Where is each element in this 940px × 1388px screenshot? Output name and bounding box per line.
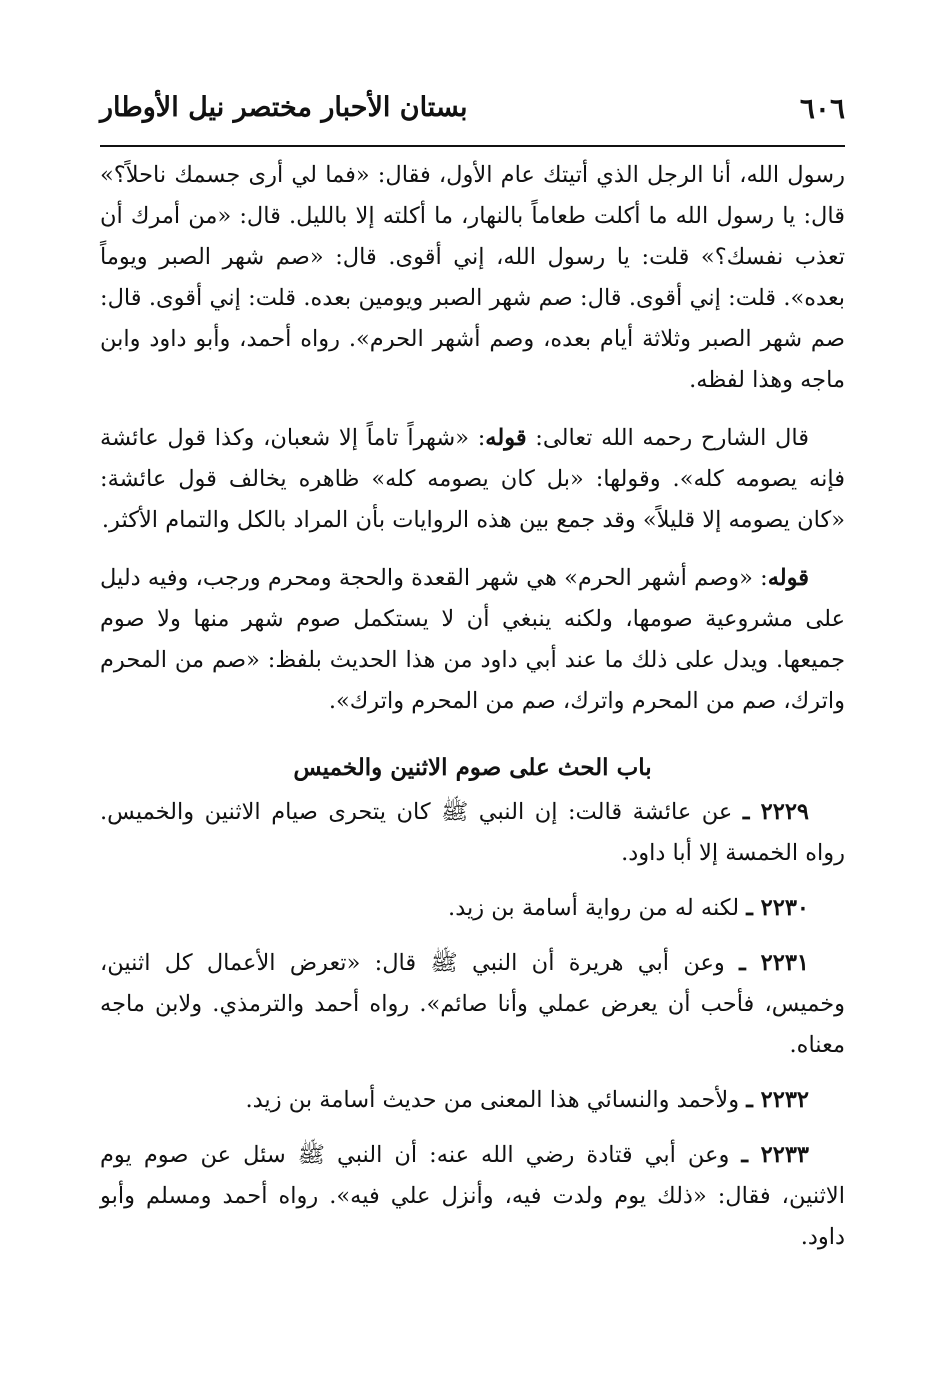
hadith-entry — [100, 888, 845, 929]
paragraph-hadith-continuation — [100, 155, 845, 401]
hadith-text: ولأحمد والنسائي هذا المعنى من حديث أسامة بن زيد. — [245, 1087, 747, 1113]
paragraph-intro: قال الشارح رحمه الله تعالى: — [526, 425, 809, 451]
hadith-number: ٢٢٣٢ ـ — [746, 1087, 809, 1113]
page-number: ٦٠٦ — [799, 92, 845, 125]
paragraph-commentary-2 — [100, 558, 845, 722]
paragraph-lead-word: قوله — [485, 425, 527, 451]
page-header — [100, 84, 845, 134]
hadith-number: ٢٢٢٩ ـ — [742, 799, 809, 825]
chapter-heading: باب الحث على صوم الاثنين والخميس — [293, 754, 652, 781]
paragraph-commentary-1 — [100, 418, 845, 541]
page-body — [100, 155, 845, 1272]
hadith-text: وعن أبي قتادة رضي الله عنه: أن النبي ﷺ سئل عن صوم يوم الاثنين، فقال: «ذلك يوم ولدت فيه، وأنزل علي فيه». رواه أحمد ومسلم وأبو داود. — [100, 1142, 845, 1250]
hadith-entry — [100, 943, 845, 1066]
paragraph-text: : «شهراً تاماً إلا شعبان، وكذا قول عائشة فإنه يصومه كله». وقولها: «بل كان يصومه كله» ظاهره يخالف قول عائشة: «كان يصومه إلا قليلاً» وقد جمع بين هذه الروايات بأن المراد بالكل والتمام الأكثر. — [100, 425, 845, 533]
hadith-text: وعن أبي هريرة أن النبي ﷺ قال: «تعرض الأعمال كل اثنين، وخميس، فأحب أن يعرض عملي وأنا صائم». رواه أحمد والترمذي. ولابن ماجه معناه. — [100, 950, 845, 1058]
hadith-entry — [100, 1080, 845, 1121]
hadith-text: عن عائشة قالت: إن النبي ﷺ كان يتحرى صيام الاثنين والخميس. رواه الخمسة إلا أبا داود. — [100, 799, 845, 866]
paragraph-text: رسول الله، أنا الرجل الذي أتيتك عام الأول، فقال: «فما لي أرى جسمك ناحلاً؟» قال: يا رسول الله ما أكلت طعاماً بالنهار، ما أكلته إلا بالليل. قال: «من أمرك أن تعذب نفسك؟» قلت: يا رسول الله، إني أقوى. قال: «صم شهر الصبر ويوماً بعده». قلت: إني أقوى. قال: صم شهر الصبر ويومين بعده. قلت: إني أقوى. قال: صم شهر الصبر وثلاثة أيام بعده، وصم أشهر الحرم». رواه أحمد، وأبو داود وابن ماجه وهذا لفظه. — [100, 162, 845, 393]
hadith-entry — [100, 792, 845, 874]
hadith-entry — [100, 1135, 845, 1258]
paragraph-text: : «وصم أشهر الحرم» هي شهر القعدة والحجة ومحرم ورجب، وفيه دليل على مشروعية صومها، ولكنه ينبغي أن لا يستكمل صوم شهر منها ولا صوم جميعها. ويدل على ذلك ما عند أبي داود من هذا الحديث بلفظ: «صم من المحرم واترك، صم من المحرم واترك، صم من المحرم واترك». — [100, 565, 845, 714]
hadith-number: ٢٢٣١ ـ — [739, 950, 809, 976]
header-rule — [100, 145, 845, 147]
hadith-number: ٢٢٣٠ ـ — [746, 895, 809, 921]
running-title: بستان الأحبار مختصر نيل الأوطار — [100, 92, 468, 123]
hadith-text: لكنه له من رواية أسامة بن زيد. — [448, 895, 747, 921]
paragraph-lead-word: قوله — [767, 565, 809, 591]
hadith-number: ٢٢٣٣ ـ — [741, 1142, 809, 1168]
